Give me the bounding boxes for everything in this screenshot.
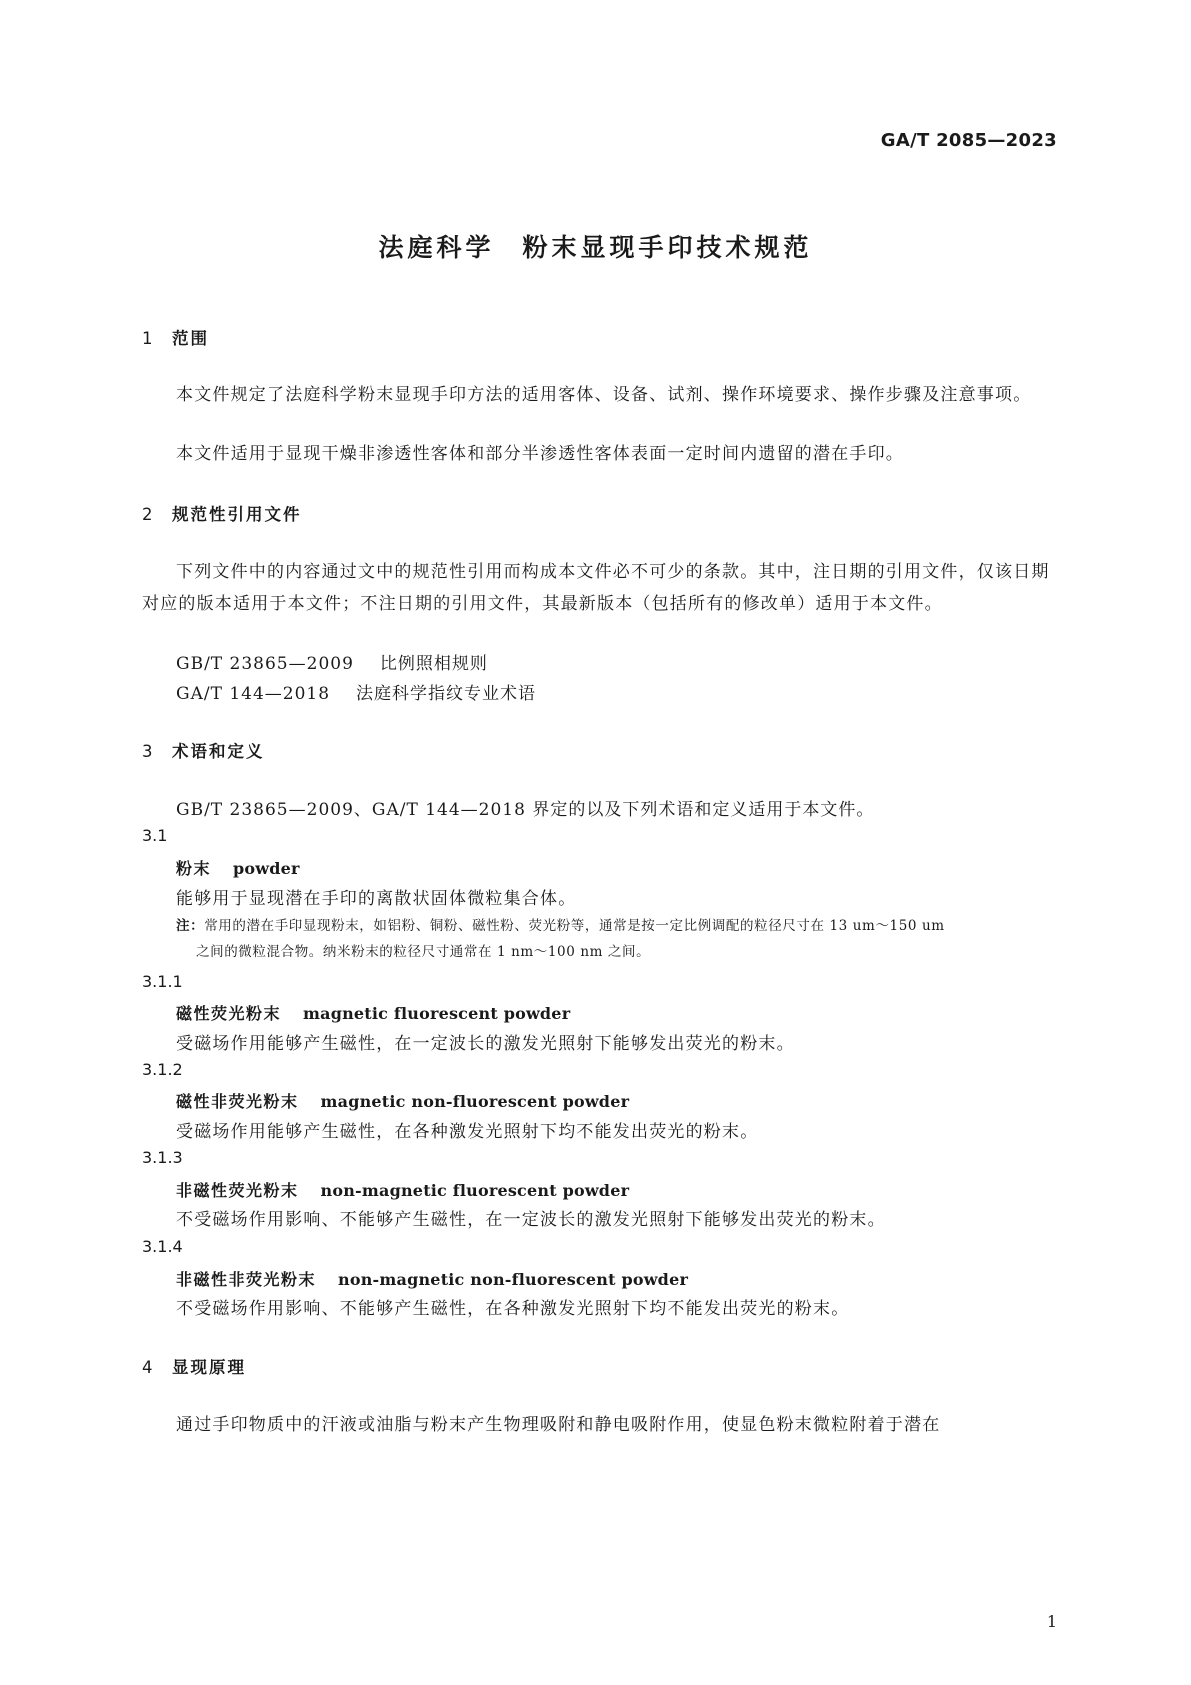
term-heading <box>176 1089 629 1112</box>
page-title <box>0 228 1191 264</box>
term-heading <box>176 1267 688 1290</box>
section-3-intro: GB/T 23865—2009、GA/T 144—2018 界定的以及下列术语和定义适用于本文件。 <box>176 800 875 820</box>
term-zh: 磁性非荧光粉末 <box>176 1092 299 1111</box>
section-title: 术语和定义 <box>172 742 265 761</box>
term-zh: 非磁性荧光粉末 <box>176 1181 299 1200</box>
title-part-2: 粉末显现手印技术规范 <box>522 233 813 262</box>
clause-number: 3.1.4 <box>142 1237 183 1256</box>
section-number: 2 <box>142 505 155 524</box>
term-definition: 不受磁场作用影响、不能够产生磁性，在各种激发光照射下均不能发出荧光的粉末。 <box>176 1299 850 1319</box>
section-title: 范围 <box>172 329 209 348</box>
term-definition: 能够用于显现潜在手印的离散状固体微粒集合体。 <box>176 889 577 909</box>
standard-code: GA/T 2085—2023 <box>880 130 1057 151</box>
section-2-heading <box>142 501 302 525</box>
term-en: non-magnetic fluorescent powder <box>320 1181 630 1200</box>
clause-number: 3.1.1 <box>142 972 183 991</box>
normative-reference-2 <box>176 679 536 704</box>
section-2-paragraph-1: 下列文件中的内容通过文中的规范性引用而构成本文件必不可少的条款。其中，注日期的引用文件，仅该日期对应的版本适用于本文件；不注日期的引用文件，其最新版本（包括所有的修改单）适用于本文件。 <box>142 562 1050 614</box>
clause-number: 3.1.3 <box>142 1148 183 1167</box>
term-zh: 磁性荧光粉末 <box>176 1004 282 1023</box>
term-en: magnetic fluorescent powder <box>303 1004 571 1023</box>
term-zh: 粉末 <box>176 859 212 878</box>
section-title: 显现原理 <box>172 1358 246 1377</box>
term-heading <box>176 856 300 879</box>
term-note <box>176 913 1056 965</box>
clause-number: 3.1.2 <box>142 1060 183 1079</box>
page-number: 1 <box>1046 1612 1057 1631</box>
note-line-2: 之间的微粒混合物。纳米粉末的粒径尺寸通常在 1 nm～100 nm 之间。 <box>196 944 651 960</box>
term-zh: 非磁性非荧光粉末 <box>176 1270 317 1289</box>
term-en: non-magnetic non-fluorescent powder <box>338 1270 689 1289</box>
reference-code: GB/T 23865—2009 <box>176 654 354 674</box>
reference-code: GA/T 144—2018 <box>176 684 331 704</box>
normative-reference-1 <box>176 649 488 674</box>
term-definition: 不受磁场作用影响、不能够产生磁性，在一定波长的激发光照射下能够发出荧光的粉末。 <box>176 1210 886 1230</box>
reference-title: 法庭科学指纹专业术语 <box>356 684 537 704</box>
section-4-heading <box>142 1354 246 1378</box>
section-4-paragraph-1: 通过手印物质中的汗液或油脂与粉末产生物理吸附和静电吸附作用，使显色粉末微粒附着于潜在 <box>176 1415 941 1435</box>
term-heading <box>176 1178 629 1201</box>
section-1-paragraph-2: 本文件适用于显现干燥非渗透性客体和部分半渗透性客体表面一定时间内遗留的潜在手印。 <box>176 444 904 464</box>
section-number: 3 <box>142 742 155 761</box>
section-1-heading <box>142 325 209 349</box>
section-number: 1 <box>142 329 155 348</box>
section-1-paragraph-1: 本文件规定了法庭科学粉末显现手印方法的适用客体、设备、试剂、操作环境要求、操作步骤及注意事项。 <box>176 385 1032 405</box>
clause-number: 3.1 <box>142 826 168 845</box>
term-definition: 受磁场作用能够产生磁性，在一定波长的激发光照射下能够发出荧光的粉末。 <box>176 1034 795 1054</box>
section-3-heading <box>142 738 265 762</box>
section-title: 规范性引用文件 <box>172 505 302 524</box>
term-en: magnetic non-fluorescent powder <box>320 1092 630 1111</box>
reference-title: 比例照相规则 <box>379 654 488 674</box>
title-part-1: 法庭科学 <box>378 233 495 262</box>
term-heading <box>176 1001 570 1024</box>
section-number: 4 <box>142 1358 155 1377</box>
term-definition: 受磁场作用能够产生磁性，在各种激发光照射下均不能发出荧光的粉末。 <box>176 1122 759 1142</box>
term-en: powder <box>233 859 300 878</box>
note-label: 注： <box>176 918 205 934</box>
note-line-1: 常用的潜在手印显现粉末，如铝粉、铜粉、磁性粉、荧光粉等，通常是按一定比例调配的粒径尺寸在 13 um～150 um <box>204 918 945 934</box>
